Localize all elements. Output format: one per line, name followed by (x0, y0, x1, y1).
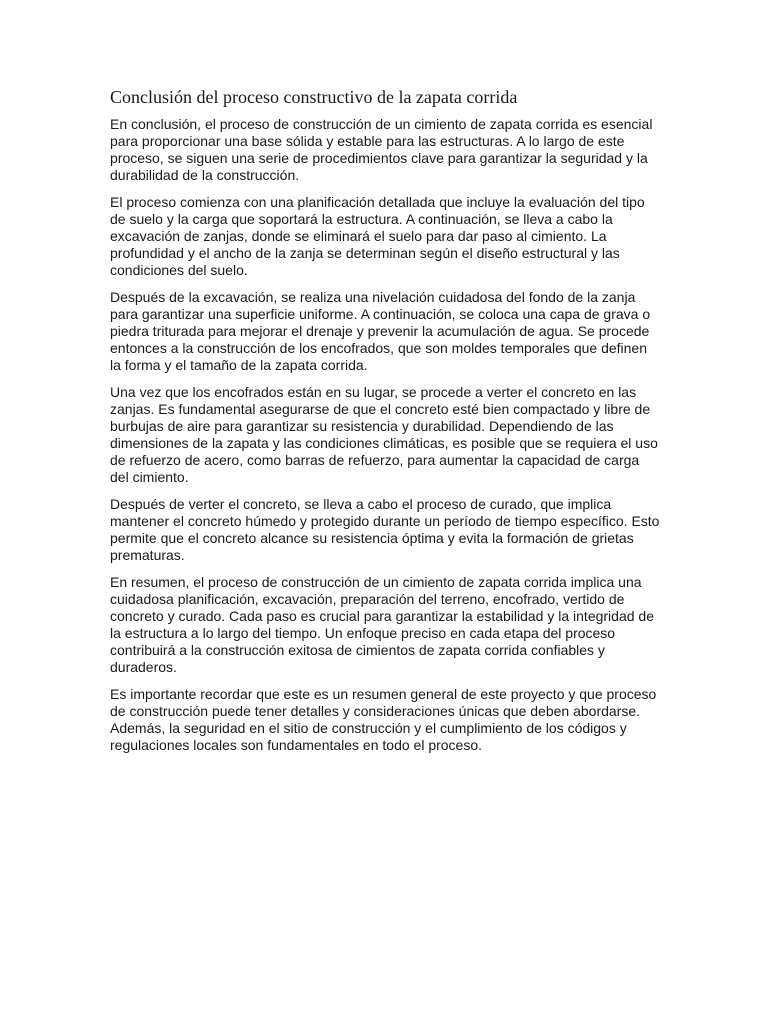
paragraph-leveling: Después de la excavación, se realiza una nivelación cuidadosa del fondo de la zanja para garantizar una superficie uniforme. A continuación, se coloca una capa de grava o piedra triturada para mejorar el drenaje y prevenir la acumulación de agua. Se procede entonces a la construcción de los encofrados, que son moldes temporales que definen la forma y el tamaño de la zapata corrida. (110, 289, 651, 373)
paragraph-pouring: Una vez que los encofrados están en su lugar, se procede a verter el concreto en las zanjas. Es fundamental asegurarse de que el concreto esté bien compactado y libre de burbujas de aire para garantizar su resistencia y durabilidad. Dependiendo de las dimensiones de la zapata y las condiciones climáticas, es posible que se requiera el uso de refuerzo de acero, como barras de refuerzo, para aumentar la capacidad de carga del cimiento. (110, 384, 658, 485)
paragraph-curing: Después de verter el concreto, se lleva a cabo el proceso de curado, que implica mantener el concreto húmedo y protegido durante un período de tiempo específico. Esto permite que el concreto alcance su resistencia óptima y evita la formación de grietas prematuras. (110, 496, 660, 563)
document-title: Conclusión del proceso constructivo de la zapata corrida (110, 87, 518, 107)
paragraph-planning: El proceso comienza con una planificación detallada que incluye la evaluación del tipo de suelo y la carga que soportará la estructura. A continuación, se lleva a cabo la excavación de zanjas, donde se eliminará el suelo para dar paso al cimiento. La profundidad y el ancho de la zanja se determinan según el diseño estructural y las condiciones del suelo. (110, 194, 645, 278)
document-body (110, 86, 660, 764)
paragraph-summary: En resumen, el proceso de construcción de un cimiento de zapata corrida implica una cuidadosa planificación, excavación, preparación del terreno, encofrado, vertido de concreto y curado. Cada paso es crucial para garantizar la estabilidad y la integridad de la estructura a lo largo del tiempo. Un enfoque preciso en cada etapa del proceso contribuirá a la construcción exitosa de cimientos de zapata corrida confiables y duraderos. (110, 574, 654, 675)
paragraph-intro: En conclusión, el proceso de construcción de un cimiento de zapata corrida es esencial para proporcionar una base sólida y estable para las estructuras. A lo largo de este proceso, se siguen una serie de procedimientos clave para garantizar la seguridad y la durabilidad de la construcción. (110, 116, 653, 183)
paragraph-closing-note: Es importante recordar que este es un resumen general de este proyecto y que proceso de construcción puede tener detalles y consideraciones únicas que deben abordarse. Además, la seguridad en el sitio de construcción y el cumplimiento de los códigos y regulaciones locales son fundamentales en todo el proceso. (110, 686, 657, 753)
